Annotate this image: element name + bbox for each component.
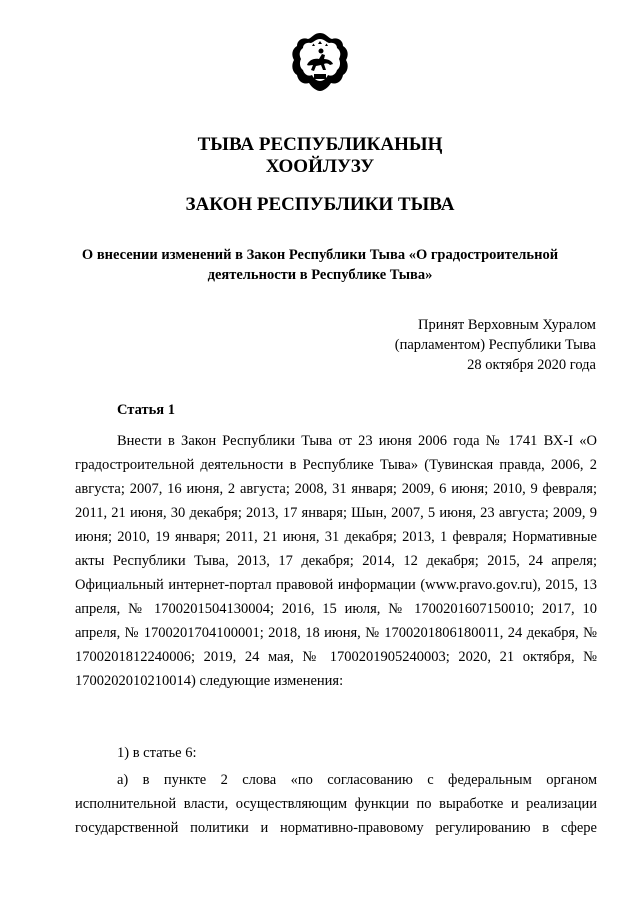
adoption-line2: (парламентом) Республики Тыва — [394, 337, 596, 353]
law-subject-line2: деятельности в Республике Тыва» — [207, 267, 433, 283]
adoption-note — [395, 315, 596, 375]
article-item-1: 1) в статье 6: — [117, 745, 197, 761]
law-subject — [0, 245, 640, 285]
law-subject-line1: О внесении изменений в Закон Республики Тыва «О градостроительной — [81, 247, 559, 263]
article-item-1a: а) в пункте 2 слова «по согласованию с федеральным органом исполнительной власти, осуществляющим функции по выработке и реализации государственной политики и нормативно-правовому регулированию в сфере — [75, 772, 597, 836]
adoption-line1: Принят Верховным Хуралом — [418, 317, 596, 333]
republic-title-line2: ХООЙЛУЗУ — [265, 156, 375, 177]
coat-of-arms-icon — [288, 30, 352, 94]
article-heading: Статья 1 — [117, 402, 175, 418]
adoption-date: 28 октября 2020 года — [467, 357, 596, 373]
republic-title-line1: ТЫВА РЕСПУБЛИКАНЫҢ — [197, 134, 443, 155]
article-intro-paragraph: Внести в Закон Республики Тыва от 23 июня 2006 года № 1741 ВХ-I «О градостроительной деятельности в Республике Тыва» (Тувинская правда, 2006, 2 августа; 2007, 16 июня, 2 августа; 2008, 31 января; 2009, 6 июня; 2010, 9 февраля; 2011, 21 июня, 30 декабря; 2013, 17 января; Шын, 2007, 5 июня, 23 августа; 2009, 9 июня; 2010, 19 января; 2011, 21 июня, 31 декабря; 2013, 1 февраля; Нормативные акты Республики Тыва, 2013, 17 декабря; 2014, 12 декабря; 2015, 24 апреля; Официальный интернет-портал правовой информации (www.pravo.gov.ru), 2015, 13 апреля, № 1700201504130004; 2016, 15 июля, № 1700201607150010; 2017, 10 апреля, № 1700201704100001; 2018, 18 июня, № 1700201806180011, 24 декабря, № 1700201812240006; 2019, 24 мая, № 1700201905240003; 2020, 21 октября, № 1700202010210014) следующие изменения: — [75, 433, 597, 689]
law-title: ЗАКОН РЕСПУБЛИКИ ТЫВА — [185, 194, 455, 215]
